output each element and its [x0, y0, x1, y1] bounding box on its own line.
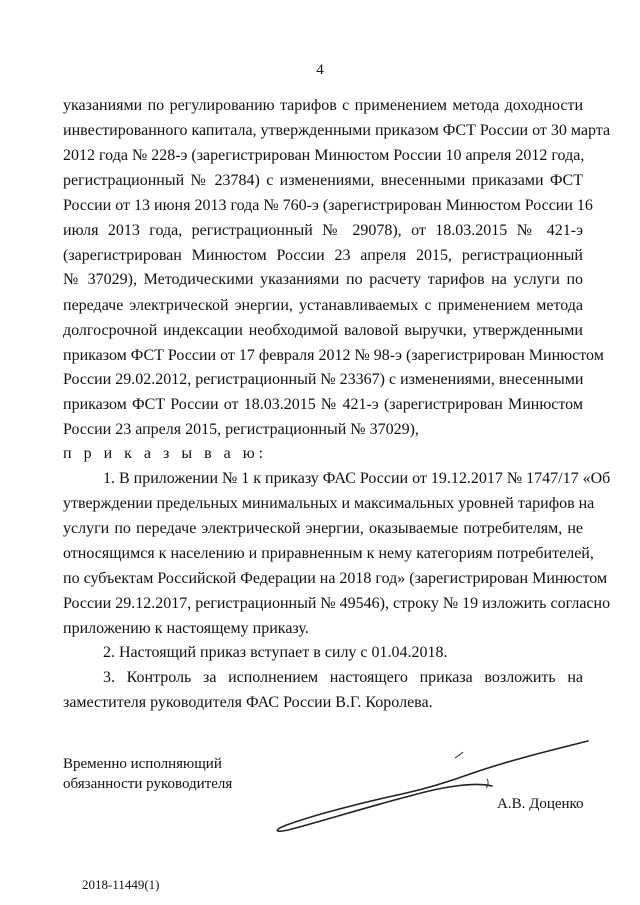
body-line: № 37029), Методическими указаниями по расчету тарифов на услуги по [63, 271, 583, 288]
body-line: России от 13 июня 2013 года № 760-э (зарегистрирован Минюстом России 16 [63, 197, 593, 214]
document-number: 2018-11449(1) [82, 877, 160, 892]
page-number: 4 [316, 62, 324, 78]
item2-line: 2. Настоящий приказ вступает в силу с 01.04.2018. [103, 644, 448, 661]
item1-line: относящимся к населению и приравненным к нему категориям потребителей, [63, 545, 594, 562]
body-line: передаче электрической энергии, устанавливаемых с применением метода [63, 297, 583, 314]
item1-line: 1. В приложении № 1 к приказу ФАС России от 19.12.2017 № 1747/17 «Об [103, 470, 611, 487]
body-line: России 29.02.2012, регистрационный № 23367) с изменениями, внесенными [63, 371, 584, 388]
prikazyvayu-heading: п р и к а з ы в а ю: [63, 445, 268, 462]
body-line: (зарегистрирован Минюстом России 23 апреля 2015, регистрационный [63, 247, 583, 264]
body-line: указаниями по регулированию тарифов с применением метода доходности [63, 97, 583, 114]
signatory-role-line2: обязанности руководителя [63, 776, 233, 792]
body-line: инвестированного капитала, утвержденными приказом ФСТ России от 30 марта [63, 122, 611, 139]
item1-line: услуги по передаче электрической энергии, оказываемые потребителям, не [63, 520, 583, 537]
item1-line: утверждении предельных минимальных и максимальных уровней тарифов на [63, 495, 595, 512]
signatory-name: А.В. Доценко [497, 796, 584, 812]
item1-line: приложению к настоящему приказу. [63, 620, 309, 637]
item1-line: по субъектам Российской Федерации на 2018 год» (зарегистрирован Минюстом [63, 570, 608, 587]
body-line: регистрационный № 23784) с изменениями, внесенными приказами ФСТ [63, 172, 583, 189]
body-line: долгосрочной индексации необходимой валовой выручки, утвержденными [63, 322, 583, 339]
body-line: июля 2013 года, регистрационный № 29078), от 18.03.2015 № 421-э [63, 222, 583, 239]
body-line: России 23 апреля 2015, регистрационный № 37029), [63, 421, 419, 438]
item1-line: России 29.12.2017, регистрационный № 49546), строку № 19 изложить согласно [63, 595, 611, 612]
signatory-role-line1: Временно исполняющий [63, 756, 222, 772]
item3-line: заместителя руководителя ФАС России В.Г. Королева. [63, 694, 433, 711]
body-line: приказом ФСТ России от 17 февраля 2012 № 98-э (зарегистрирован Минюстом [63, 347, 604, 364]
body-line: 2012 года № 228-э (зарегистрирован Минюстом России 10 апреля 2012 года, [63, 147, 585, 164]
body-line: приказом ФСТ России от 18.03.2015 № 421-э (зарегистрирован Минюстом [63, 396, 583, 413]
item3-line: 3. Контроль за исполнением настоящего приказа возложить на [103, 669, 583, 686]
